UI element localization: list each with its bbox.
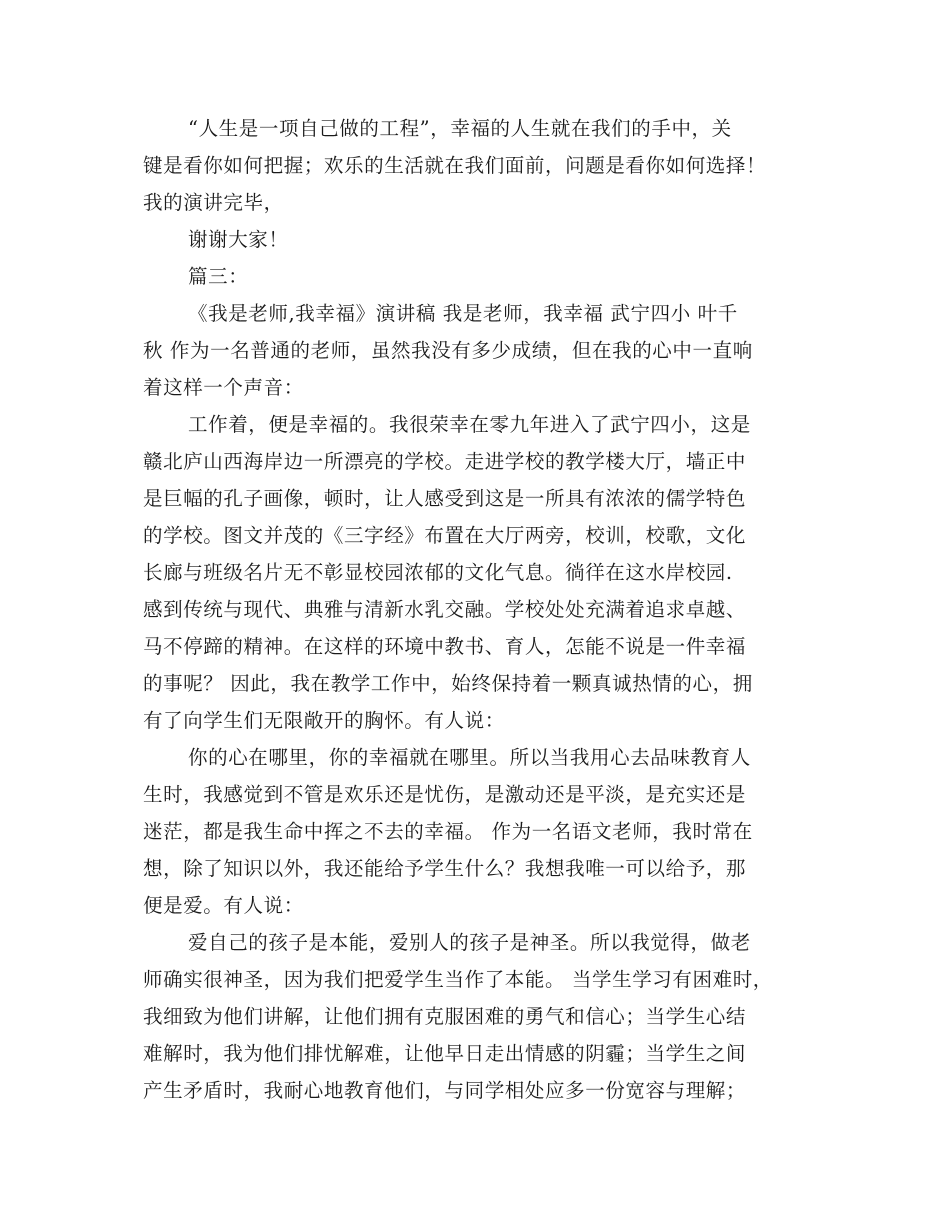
text-line: 产生矛盾时，我耐心地教育他们，与同学相处应多一份宽容与理解；	[143, 1079, 747, 1102]
text-line: 难解时，我为他们排忧解难，让他早日走出情感的阴霾；当学生之间	[143, 1042, 747, 1065]
text-line: “人生是一项自己做的工程”，幸福的人生就在我们的手中，关	[188, 117, 732, 140]
text-line: 篇三：	[188, 265, 249, 288]
text-line: 长廊与班级名片无不彰显校园浓郁的文化气息。徜徉在这水岸校园.	[143, 561, 733, 584]
text-line: 秋 作为一名普通的老师，虽然我没有多少成绩，但在我的心中一直响	[143, 339, 753, 362]
text-line: 生时，我感觉到不管是欢乐还是忧伤，是激动还是平淡，是充实还是	[143, 783, 747, 806]
text-line: 爱自己的孩子是本能，爱别人的孩子是神圣。所以我觉得，做老	[188, 931, 751, 954]
text-line: 谢谢大家！	[188, 228, 289, 251]
text-line: 迷茫，都是我生命中挥之不去的幸福。 作为一名语文老师，我时常在	[143, 820, 753, 843]
text-line: 的学校。图文并茂的《三字经》布置在大厅两旁，校训，校歌，文化	[143, 524, 747, 547]
text-line: 我细致为他们讲解，让他们拥有克服困难的勇气和信心；当学生心结	[143, 1005, 747, 1028]
text-line: 有了向学生们无限敞开的胸怀。有人说：	[143, 709, 505, 732]
text-line: 马不停蹄的精神。在这样的环境中教书、育人，怎能不说是一件幸福	[143, 635, 747, 658]
text-line: 你的心在哪里，你的幸福就在哪里。所以当我用心去品味教育人	[188, 746, 751, 769]
text-line: 感到传统与现代、典雅与清新水乳交融。学校处处充满着追求卓越、	[143, 598, 747, 621]
text-line: 工作着，便是幸福的。我很荣幸在零九年进入了武宁四小，这是	[188, 413, 751, 436]
text-line: 想，除了知识以外，我还能给予学生什么？我想我唯一可以给予，那	[143, 857, 747, 880]
text-line: 是巨幅的孔子画像，顿时，让人感受到这是一所具有浓浓的儒学特色	[143, 487, 747, 510]
text-line: 我的演讲完毕，	[143, 191, 284, 214]
text-line: 便是爱。有人说：	[143, 894, 304, 917]
text-line: 师确实很神圣，因为我们把爱学生当作了本能。 当学生学习有困难时，	[143, 968, 773, 991]
text-line: 《我是老师,我幸福》演讲稿 我是老师，我幸福 武宁四小 叶千	[188, 302, 738, 325]
text-line: 的事呢？ 因此，我在教学工作中，始终保持着一颗真诚热情的心，拥	[143, 672, 753, 695]
text-line: 着这样一个声音：	[143, 376, 304, 399]
text-line: 赣北庐山西海岸边一所漂亮的学校。走进学校的教学楼大厅，墙正中	[143, 450, 747, 473]
text-line: 键是看你如何把握；欢乐的生活就在我们面前，问题是看你如何选择！	[143, 154, 767, 177]
